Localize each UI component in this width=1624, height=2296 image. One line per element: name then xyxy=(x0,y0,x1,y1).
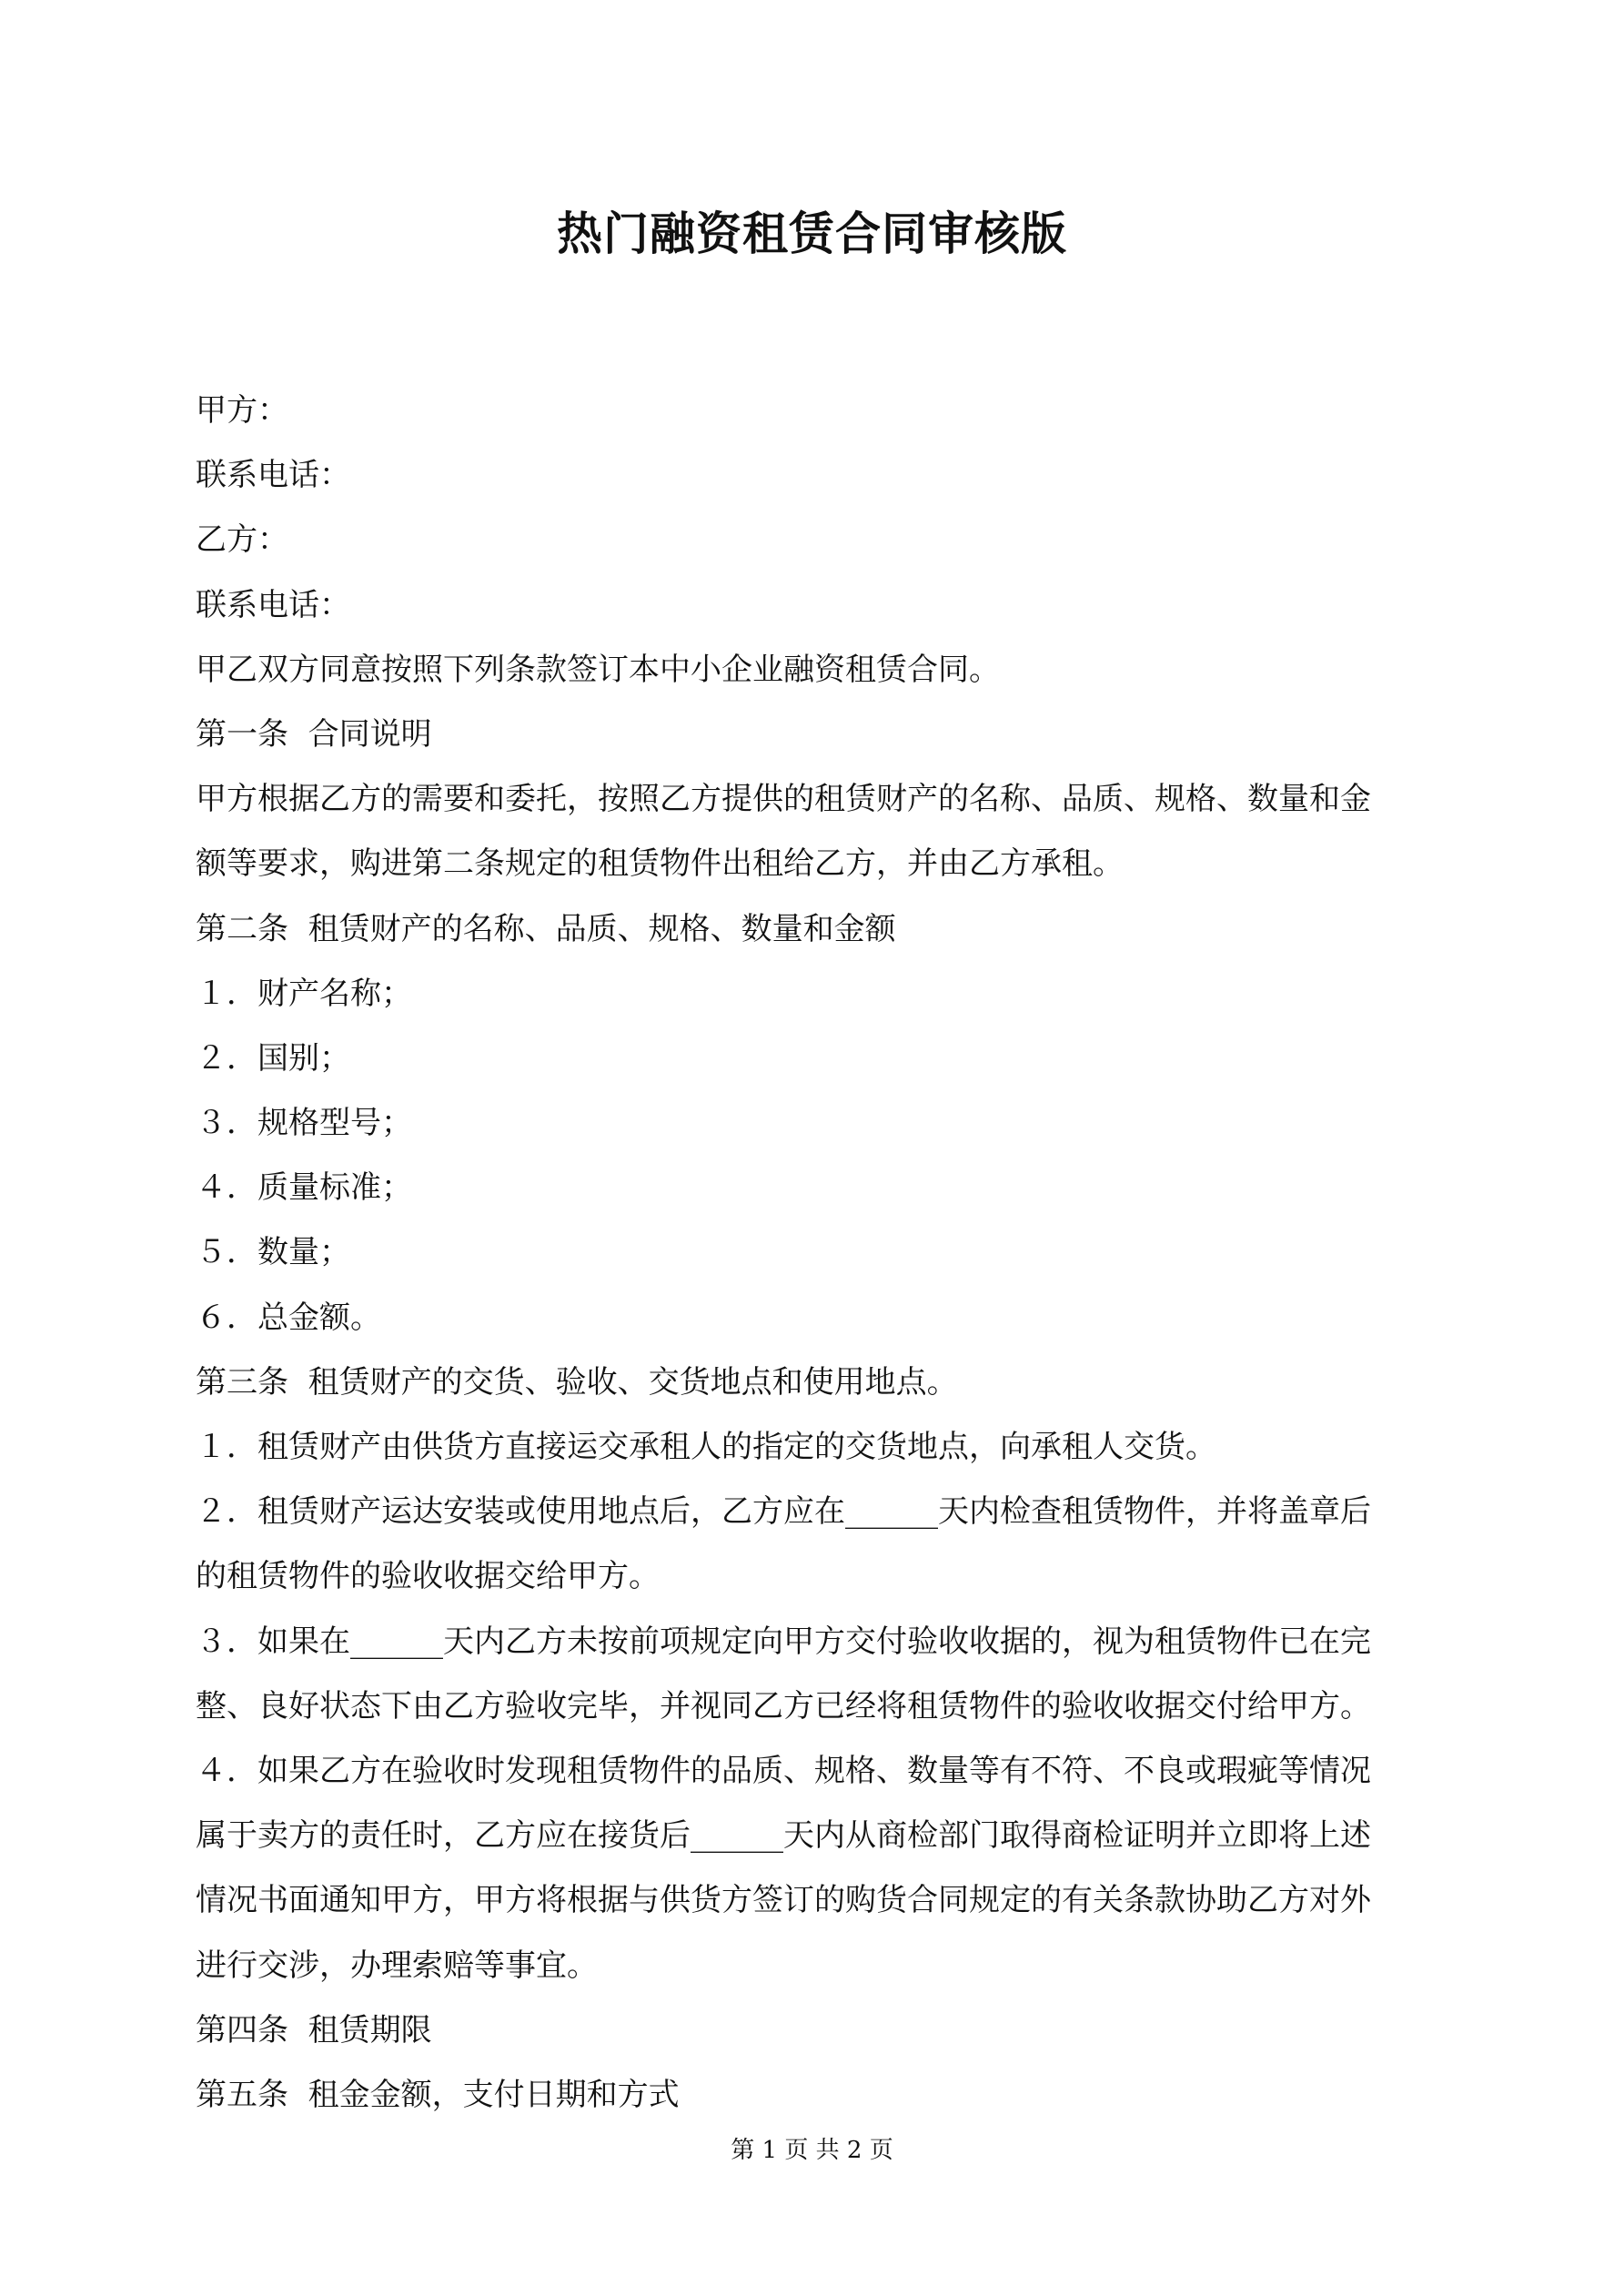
list-item: ２．国别； xyxy=(196,1039,350,1077)
section-heading: 第五条 租金金额，支付日期和方式 xyxy=(196,2076,680,2113)
list-item: ４．质量标准； xyxy=(196,1169,412,1207)
document-title: 热门融资租赁合同审核版 xyxy=(557,207,1067,260)
list-item: ３．规格型号； xyxy=(196,1105,412,1142)
text-line: 甲方： xyxy=(196,392,288,429)
text-line: 额等要求，购进第二条规定的租赁物件出租给乙方，并由乙方承租。 xyxy=(196,845,1124,883)
text-line: 情况书面通知甲方，甲方将根据与供货方签订的购货合同规定的有关条款协助乙方对外 xyxy=(196,1882,1371,1919)
section-heading: 第四条 租赁期限 xyxy=(196,2011,432,2048)
text-line: 甲乙双方同意按照下列条款签订本中小企业融资租赁合同。 xyxy=(196,651,1000,688)
section-heading: 第二条 租赁财产的名称、品质、规格、数量和金额 xyxy=(196,910,896,947)
section-heading: 第三条 租赁财产的交货、验收、交货地点和使用地点。 xyxy=(196,1363,958,1401)
text-line: 进行交涉，办理索赔等事宜。 xyxy=(196,1947,598,1984)
list-item: ２．租赁财产运达安装或使用地点后，乙方应在______天内检查租赁物件，并将盖章后 xyxy=(196,1493,1371,1531)
list-item: ５．数量； xyxy=(196,1234,350,1271)
list-item: ３．如果在______天内乙方未按前项规定向甲方交付验收收据的，视为租赁物件已在完 xyxy=(196,1623,1371,1660)
list-item: ６．总金额。 xyxy=(196,1299,381,1336)
list-item: ４．如果乙方在验收时发现租赁物件的品质、规格、数量等有不符、不良或瑕疵等情况 xyxy=(196,1752,1371,1789)
text-line: 联系电话： xyxy=(196,457,350,494)
text-line: 属于卖方的责任时，乙方应在接货后______天内从商检部门取得商检证明并立即将上述 xyxy=(196,1817,1371,1855)
text-line: 的租赁物件的验收收据交给甲方。 xyxy=(196,1558,660,1595)
document-body xyxy=(196,379,1442,2128)
list-item: １．财产名称； xyxy=(196,975,412,1012)
text-line: 甲方根据乙方的需要和委托，按照乙方提供的租赁财产的名称、品质、规格、数量和金 xyxy=(196,781,1371,818)
section-heading: 第一条 合同说明 xyxy=(196,715,432,753)
text-line: 联系电话： xyxy=(196,586,350,623)
list-item: １．租赁财产由供货方直接运交承租人的指定的交货地点，向承租人交货。 xyxy=(196,1429,1216,1465)
text-line: 乙方： xyxy=(196,521,288,559)
page-footer: 第 1 页 共 2 页 xyxy=(731,2137,893,2164)
text-line: 整、良好状态下由乙方验收完毕，并视同乙方已经将租赁物件的验收收据交付给甲方。 xyxy=(196,1687,1371,1725)
